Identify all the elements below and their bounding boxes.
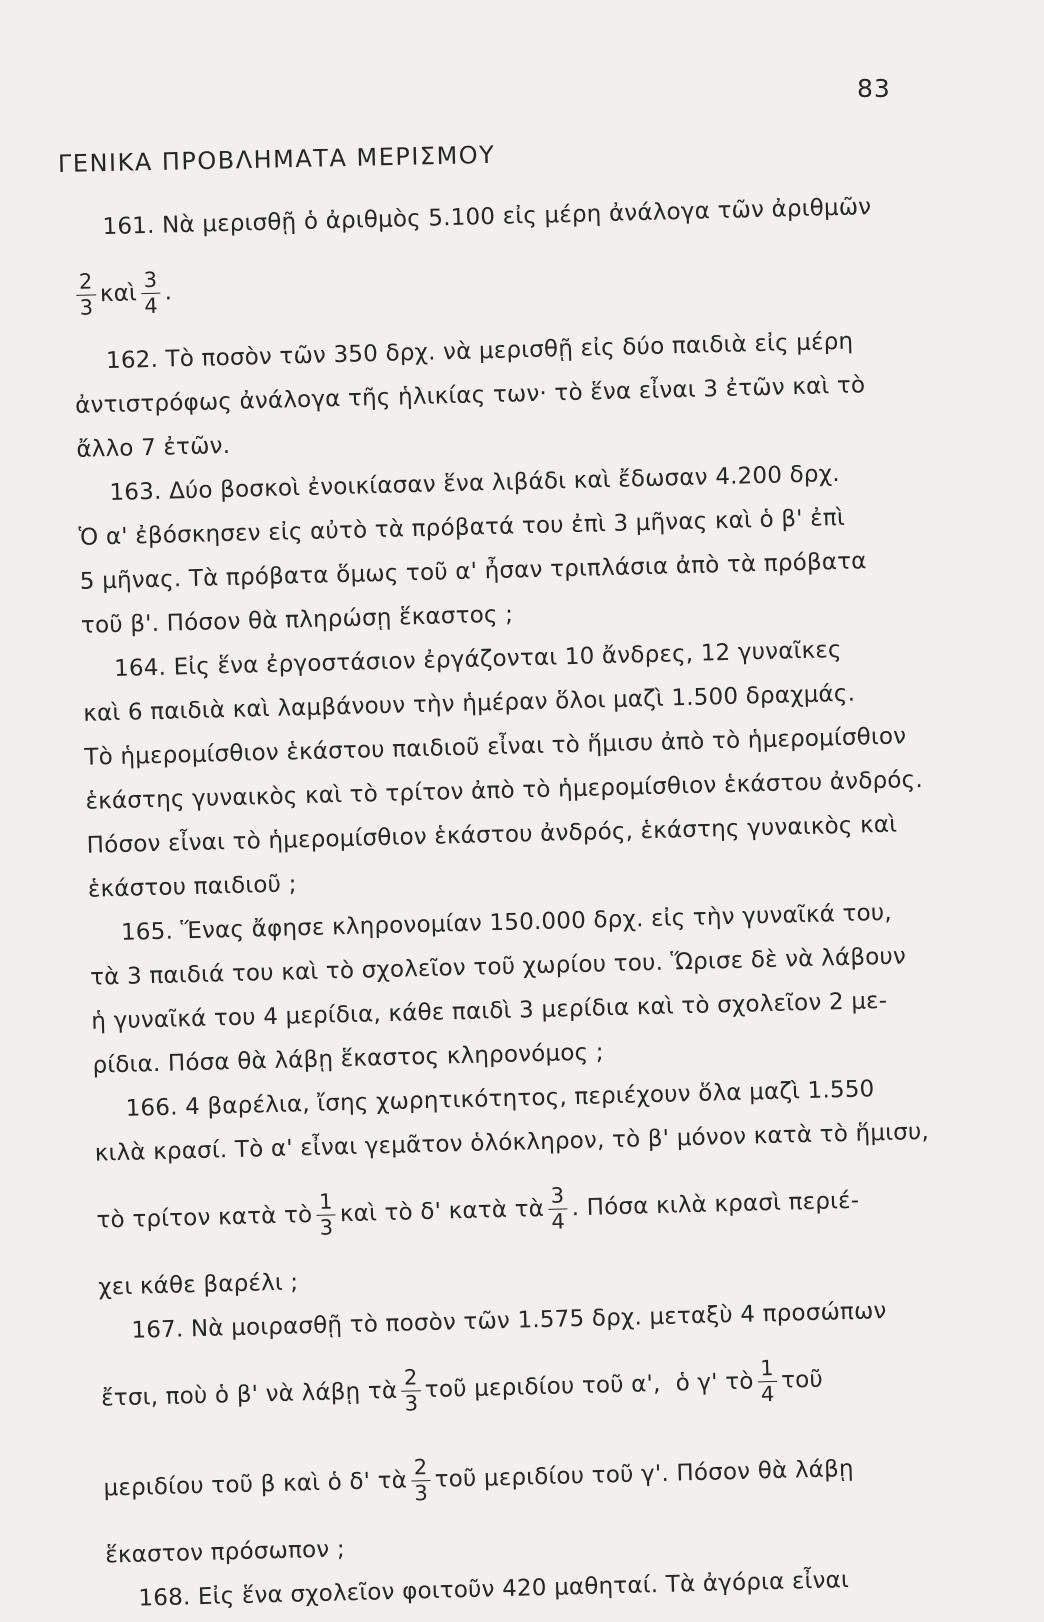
problem-165-line-4: ρίδια. Πόσα θὰ λάβῃ ἕκαστος κληρονόμος ; xyxy=(92,1039,605,1079)
problem-164-line-6: ἑκάστου παιδιοῦ ; xyxy=(87,871,297,903)
fraction-denominator: 4 xyxy=(551,1208,566,1234)
fraction xyxy=(410,1455,431,1505)
problem-163-line-4: τοῦ β'. Πόσον θὰ πληρώσῃ ἕκαστος ; xyxy=(80,601,514,639)
text-segment: καὶ xyxy=(99,280,138,308)
problem-166-line-2: κιλὰ κρασί. Τὸ α' εἶναι γεμᾶτον ὁλόκληρον, τὸ β' μόνον κατὰ τὸ ἥμισυ, xyxy=(94,1118,930,1167)
fraction xyxy=(140,268,161,318)
fraction xyxy=(401,1366,422,1416)
text-segment: . Πόσα κιλὰ κρασὶ περιέ- xyxy=(571,1187,860,1222)
problem-162-line-1: 162. Τὸ ποσὸν τῶν 350 δρχ. νὰ μερισθῇ εἰς δύο παιδιὰ εἰς μέρη xyxy=(105,328,854,375)
fraction-denominator: 3 xyxy=(79,294,94,320)
text-segment: τοῦ xyxy=(780,1366,824,1394)
problem-166-line-4: χει κάθε βαρέλι ; xyxy=(97,1269,299,1301)
problem-168-line-1: 168. Εἰς ἕνα σχολεῖον φοιτοῦν 420 μαθηταί. Τὰ ἀγόρια εἶναι xyxy=(138,1567,850,1612)
fraction-denominator: 4 xyxy=(143,293,159,318)
fraction-numerator: 3 xyxy=(547,1184,567,1210)
fraction-denominator: 3 xyxy=(319,1214,334,1240)
text-segment: μεριδίου τοῦ β καὶ ὁ δ' τὰ xyxy=(103,1467,408,1502)
fraction-denominator: 4 xyxy=(760,1381,775,1406)
text-segment: τὸ τρίτον κατὰ τὸ xyxy=(96,1202,313,1234)
fraction xyxy=(316,1190,337,1240)
fraction-numerator: 3 xyxy=(140,268,160,294)
fraction-numerator: 2 xyxy=(401,1366,421,1392)
problem-163-line-2: Ὁ α' ἐβόσκησεν εἰς αὐτὸ τὰ πρόβατά του ἐπὶ 3 μῆνας καὶ ὁ β' ἐπὶ xyxy=(78,504,846,551)
problem-163 xyxy=(77,449,941,647)
problem-161 xyxy=(70,183,933,339)
text-segment: ἔτσι, ποὺ ὁ β' νὰ λάβῃ τὰ xyxy=(100,1377,398,1412)
page-number: 83 xyxy=(857,74,891,103)
fraction-numerator: 2 xyxy=(410,1455,430,1481)
problem-162 xyxy=(74,317,937,471)
fraction-numerator: 2 xyxy=(76,270,96,296)
problem-165-line-2: τὰ 3 παιδιά του καὶ τὸ σχολεῖον τοῦ χωρίου του. Ὥρισε δὲ νὰ λάβουν xyxy=(89,943,907,991)
problem-165-line-1: 165. Ἕνας ἄφησε κληρονομίαν 150.000 δρχ. εἰς τὴν γυναῖκά του, xyxy=(120,899,893,946)
text-segment: τοῦ μεριδίου τοῦ α', ὁ γ' τὸ xyxy=(424,1368,754,1404)
problem-162-line-2: ἀντιστρόφως ἀνάλογα τῆς ἡλικίας των· τὸ ἕνα εἶναι 3 ἐτῶν καὶ τὸ xyxy=(74,372,866,419)
problem-167 xyxy=(99,1287,966,1577)
fraction xyxy=(757,1356,778,1406)
problem-164-line-2: καὶ 6 παιδιὰ καὶ λαμβάνουν τὴν ἡμέραν ὅλοι μαζὶ 1.500 δραχμάς. xyxy=(82,680,856,727)
problem-161-line-1: 161. Νὰ μερισθῇ ὁ ἀριθμὸς 5.100 εἰς μέρη ἀνάλογα τῶν ἀριθμῶν xyxy=(102,194,872,241)
problem-163-line-3: 5 μῆνας. Τὰ πρόβατα ὅμως τοῦ α' ἦσαν τριπλάσια ἀπὸ τὰ πρόβατα xyxy=(79,548,867,595)
fraction-numerator: 1 xyxy=(757,1356,777,1382)
fraction-denominator: 3 xyxy=(404,1390,419,1416)
problem-164 xyxy=(82,625,949,911)
problem-163-line-1: 163. Δύο βοσκοὶ ἐνοικίασαν ἕνα λιβάδι καὶ ἔδωσαν 4.200 δρχ. xyxy=(109,460,840,507)
text-segment: καὶ τὸ δ' κατὰ τὰ xyxy=(339,1195,545,1228)
problem-164-line-3: Τὸ ἡμερομίσθιον ἑκάστου παιδιοῦ εἶναι τὸ ἥμισυ ἀπὸ τὸ ἡμερομίσθιον xyxy=(84,723,907,771)
fraction xyxy=(547,1184,568,1234)
problem-166-line-1: 166. 4 βαρέλια, ἴσης χωρητικότητος, περιέχουν ὅλα μαζὶ 1.550 xyxy=(125,1076,875,1122)
text-segment: τοῦ μεριδίου τοῦ γ'. Πόσον θὰ λάβῃ xyxy=(434,1455,855,1493)
problem-162-line-3: ἄλλο 7 ἐτῶν. xyxy=(76,432,231,463)
fraction-denominator: 3 xyxy=(414,1480,429,1505)
fraction xyxy=(76,270,97,320)
problem-167-line-4: ἕκαστον πρόσωπον ; xyxy=(104,1536,346,1569)
problem-164-line-1: 164. Εἰς ἕνα ἐργοστάσιον ἐργάζονται 10 ἄνδρες, 12 γυναῖκες xyxy=(113,636,843,682)
section-heading: ΓΕΝΙΚΑ ΠΡΟΒΛΗΜΑΤΑ ΜΕΡΙΣΜΟΥ xyxy=(57,140,496,178)
text-segment: . xyxy=(164,279,173,306)
problem-164-line-4: ἑκάστης γυναικὸς καὶ τὸ τρίτον ἀπὸ τὸ ἡμερομίσθιον ἑκάστου ἀνδρός. xyxy=(85,766,924,815)
fraction-numerator: 1 xyxy=(316,1190,336,1216)
problem-164-line-5: Πόσον εἶναι τὸ ἡμερομίσθιον ἑκάστου ἀνδρός, ἑκάστης γυναικὸς καὶ xyxy=(86,811,898,859)
problem-167-line-1: 167. Νὰ μοιρασθῇ τὸ ποσὸν τῶν 1.575 δρχ. μεταξὺ 4 προσώπων xyxy=(131,1298,887,1344)
problem-165 xyxy=(88,889,952,1087)
problems-body xyxy=(70,183,967,1621)
problem-166 xyxy=(93,1065,959,1309)
problem-165-line-3: ἡ γυναῖκά του 4 μερίδια, κάθε παιδὶ 3 μερίδια καὶ τὸ σχολεῖον 2 με- xyxy=(91,987,888,1035)
